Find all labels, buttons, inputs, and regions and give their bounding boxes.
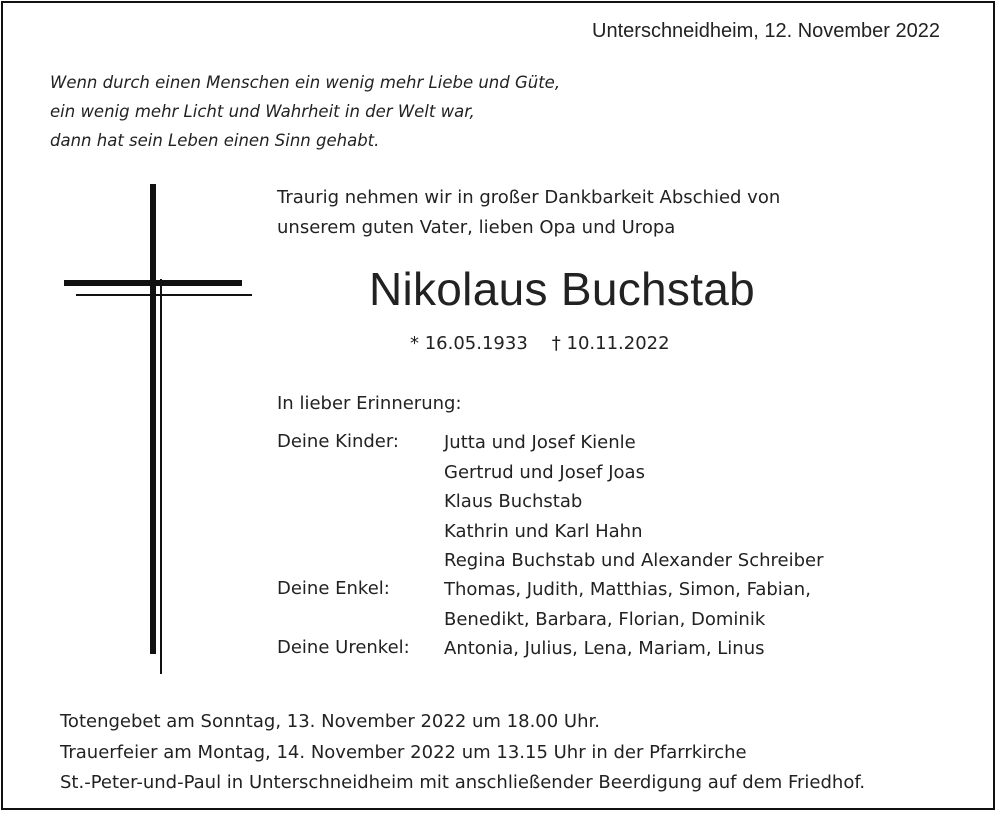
mourner-name: Gertrud und Josef Joas: [444, 461, 645, 483]
great-grandchildren-names: [444, 634, 764, 664]
poem-line: Wenn durch einen Menschen ein wenig mehr Liebe und Güte,: [50, 73, 561, 92]
mourner-name: Kathrin und Karl Hahn: [444, 520, 643, 542]
life-dates: [410, 333, 670, 354]
great-grandchildren-label: Deine Urenkel:: [277, 637, 410, 658]
mourner-name: Benedikt, Barbara, Florian, Dominik: [444, 608, 766, 630]
mourner-name: Antonia, Julius, Lena, Mariam, Linus: [444, 638, 765, 659]
poem-line: ein wenig mehr Licht und Wahrheit in der Welt war,: [50, 102, 475, 121]
children-names: [444, 428, 824, 576]
memory-heading: In lieber Erinnerung:: [277, 393, 462, 414]
birth-date: * 16.05.1933: [410, 333, 528, 354]
death-date: † 10.11.2022: [551, 333, 670, 354]
mourner-name: Jutta und Josef Kienle: [444, 432, 636, 453]
deceased-name: Nikolaus Buchstab: [368, 263, 756, 315]
grandchildren-label: Deine Enkel:: [277, 578, 390, 599]
place-date: Unterschneidheim, 12. November 2022: [592, 20, 940, 42]
service-info: [60, 707, 865, 799]
poem: [50, 68, 560, 155]
children-label: Deine Kinder:: [277, 431, 400, 452]
poem-line: dann hat sein Leben einen Sinn gehabt.: [50, 131, 380, 150]
mourner-name: Klaus Buchstab: [444, 491, 583, 512]
intro-line: Traurig nehmen wir in großer Dankbarkeit Abschied von: [277, 187, 781, 208]
service-line: St.-Peter-und-Paul in Unterschneidheim mit anschließender Beerdigung auf dem Friedhof.: [60, 772, 866, 793]
service-line: Totengebet am Sonntag, 13. November 2022 um 18.00 Uhr.: [60, 711, 600, 732]
mourner-name: Regina Buchstab und Alexander Schreiber: [444, 550, 824, 571]
mourner-name: Thomas, Judith, Matthias, Simon, Fabian,: [444, 579, 811, 600]
intro-text: [277, 183, 780, 243]
service-line: Trauerfeier am Montag, 14. November 2022 um 13.15 Uhr in der Pfarrkirche: [60, 741, 747, 763]
cross-icon: [60, 184, 260, 674]
intro-line: unserem guten Vater, lieben Opa und Uropa: [277, 217, 676, 238]
grandchildren-names: [444, 575, 811, 634]
